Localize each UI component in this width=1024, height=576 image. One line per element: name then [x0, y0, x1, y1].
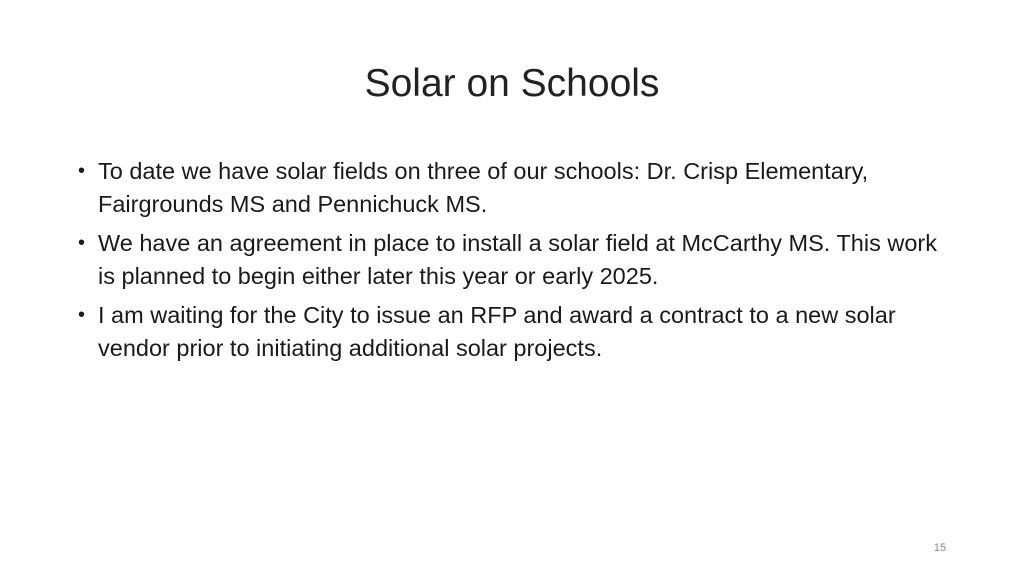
bullet-dot-icon: •	[78, 160, 86, 182]
slide-title: Solar on Schools	[364, 62, 660, 105]
page-number: 15	[933, 542, 947, 554]
bullet-text: I am waiting for the City to issue an RFP and award a contract to a new solar vendor prior to initiating additional solar projects.	[98, 302, 896, 361]
bullet-text: We have an agreement in place to install a solar field at McCarthy MS. This work is planned to begin either later this year or early 2025.	[98, 230, 937, 289]
bullet-text: To date we have solar fields on three of our schools: Dr. Crisp Elementary, Fairgrounds MS and Pennichuck MS.	[98, 158, 869, 217]
bullet-item	[78, 227, 958, 293]
bullet-list	[78, 155, 958, 371]
bullet-item	[78, 299, 958, 365]
bullet-item	[78, 155, 958, 221]
bullet-dot-icon: •	[78, 232, 86, 254]
bullet-dot-icon: •	[78, 304, 86, 326]
